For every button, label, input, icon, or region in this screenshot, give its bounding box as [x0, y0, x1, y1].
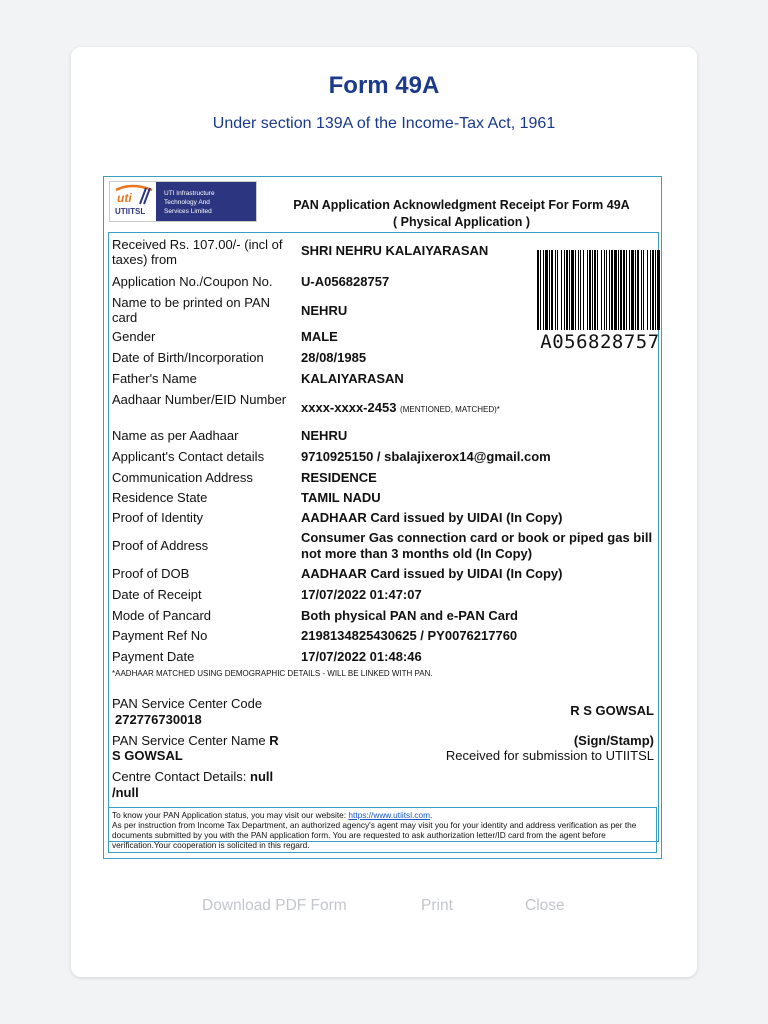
document-card	[71, 47, 697, 977]
detail-label: Proof of Identity	[112, 510, 204, 525]
detail-value: 17/07/2022 01:47:07	[301, 587, 422, 602]
barcode-bar	[604, 250, 605, 330]
barcode-bar	[623, 250, 625, 330]
barcode-bar	[571, 250, 574, 330]
detail-label: Name to be printed on PAN card	[112, 295, 271, 325]
barcode-bar	[629, 250, 630, 330]
barcode-bar	[647, 250, 648, 330]
barcode-bar	[601, 250, 602, 330]
barcode-bar	[618, 250, 619, 330]
detail-label: Name as per Aadhaar	[112, 428, 239, 443]
barcode-bar	[543, 250, 544, 330]
detail-value: KALAIYARASAN	[301, 371, 404, 386]
barcode-bar	[578, 250, 579, 330]
center-contact-value: null	[250, 769, 274, 784]
barcode-bar	[594, 250, 596, 330]
detail-value: 17/07/2022 01:48:46	[301, 649, 422, 664]
barcode-bar	[589, 250, 591, 330]
barcode-bar	[606, 250, 607, 330]
barcode-bar	[587, 250, 588, 330]
barcode-bar	[575, 250, 576, 330]
detail-value: Consumer Gas connection card or book or piped gas bill not more than 3 months old (In Copy)	[301, 530, 653, 561]
barcode-bar	[626, 250, 627, 330]
center-code-value: 272776730018	[115, 712, 202, 727]
detail-label: Date of Receipt	[112, 587, 202, 602]
barcode-bar	[657, 250, 660, 330]
aadhaar-note: *AADHAAR MATCHED USING DEMOGRAPHIC DETAILS - WILL BE LINKED WITH PAN.	[112, 669, 433, 678]
center-name-label: PAN Service Center Name	[112, 733, 266, 748]
detail-label: Date of Birth/Incorporation	[112, 350, 264, 365]
barcode-bar	[609, 250, 610, 330]
detail-value: MALE	[301, 329, 338, 344]
barcode-bar	[555, 250, 556, 330]
utiitsl-logo	[109, 181, 257, 222]
print-button[interactable]: Print	[421, 897, 453, 914]
logo-org-name: UTI Infrastructure Technology And Services Limited	[156, 182, 256, 221]
detail-label: Gender	[112, 329, 156, 344]
barcode-bar	[580, 250, 581, 330]
utiitsl-website-link[interactable]: https://www.utiitsl.com	[348, 810, 431, 820]
barcode-bar	[540, 250, 541, 330]
center-name-value: R	[269, 733, 279, 748]
barcode-bar	[641, 250, 642, 330]
barcode-bar	[537, 250, 539, 330]
barcode-bar	[655, 250, 656, 330]
barcode-bar	[652, 250, 654, 330]
detail-value: Both physical PAN and e-PAN Card	[301, 608, 518, 623]
status-info-box: To know your PAN Application status, you may visit our website: https://www.utiitsl.com. As per instruction from Income Tax Department, an authorized agency's agent may visit you for your identity and address verification as per the documents submitted by you with the PAN application form. You are requested to ask authorization letter/ID card from the agent before verification.Your cooperation is solicited in this regard.	[108, 807, 657, 853]
detail-label: Communication Address	[112, 470, 253, 485]
barcode-bar	[643, 250, 644, 330]
aadhaar-match-note: (MENTIONED, MATCHED)*	[400, 405, 500, 414]
detail-label: Received Rs. 107.00/- (incl of taxes) from	[112, 237, 283, 267]
detail-label: Application No./Coupon No.	[112, 274, 273, 289]
detail-value: 28/08/1985	[301, 350, 367, 365]
barcode	[536, 250, 662, 330]
download-pdf-button[interactable]: Download PDF Form	[202, 897, 347, 914]
detail-value: NEHRU	[301, 303, 348, 318]
barcode-bar	[650, 250, 651, 330]
detail-label: Aadhaar Number/EID Number	[112, 392, 287, 407]
barcode-number: A056828757	[540, 331, 660, 353]
barcode-bar	[545, 250, 548, 330]
barcode-bar	[564, 250, 565, 330]
barcode-bar	[614, 250, 617, 330]
detail-label: Residence State	[112, 490, 208, 505]
signatory-name: R S GOWSAL	[570, 703, 654, 718]
sign-stamp: (Sign/Stamp)	[573, 733, 654, 748]
barcode-bar	[549, 250, 550, 330]
detail-value: SHRI NEHRU KALAIYARASAN	[301, 243, 489, 258]
barcode-bar	[583, 250, 584, 330]
detail-label: Proof of DOB	[112, 566, 190, 581]
detail-value: TAMIL NADU	[301, 490, 381, 505]
receipt-details: Received Rs. 107.00/- (incl of taxes) from SHRI NEHRU KALAIYARASAN Application No./Coupon No. U-A056828757 Name to be printed on PAN card NEHRU Gender MALE Date of Birth/Incorporation 28/08/1985 Father's Name KALAIYARASAN Aadhaar Number/EID Number xxxx-xxxx-2453 (MENTIONED, MATCHED)* Name as per Aadhaar NEHRU Applicant's Contact details 9710925150 / sbalajixerox14@gmail.com Communication Address RESIDENCE Residence State TAMIL NADU Proof of Identity AADHAAR Card issued by UIDAI (In Copy) Proof of Address Consumer Gas connection card or book or piped gas bill not more than 3 months old (In Copy) Proof of DOB AADHAAR Card issued by UIDAI (In Copy) Date of Receipt 17/07/2022 01:47:07 Mode of Pancard Both physical PAN and e-PAN Card Payment Ref No 2198134825430625 / PY0076217760 Payment Date 17/07/2022 01:48:46 A056828757 *AADHAAR MATCHED USING DEMOGRAPHIC DETAILS - WILL BE LINKED WITH PAN. PAN Service Center Code 272776730018 R S GOWSAL PAN Service Center Name R S GOWSAL (Sign/Stamp) Received for submission to UTIITSL Centre Contact Details: null /null	[108, 232, 659, 842]
barcode-bar	[637, 250, 639, 330]
received-for-submission: Received for submission to UTIITSL	[445, 748, 654, 763]
detail-value: NEHRU	[301, 428, 348, 443]
barcode-bar	[557, 250, 558, 330]
barcode-bar	[631, 250, 634, 330]
barcode-bar	[635, 250, 636, 330]
detail-label: Applicant's Contact details	[112, 449, 265, 464]
barcode-bar	[561, 250, 562, 330]
form-title: Form 49A	[328, 72, 440, 99]
detail-label: Father's Name	[112, 371, 197, 386]
barcode-bar	[592, 250, 593, 330]
detail-label: Payment Date	[112, 649, 195, 664]
close-button[interactable]: Close	[525, 897, 565, 914]
detail-value: AADHAAR Card issued by UIDAI (In Copy)	[301, 510, 563, 525]
detail-value: xxxx-xxxx-2453 (MENTIONED, MATCHED)*	[301, 400, 500, 415]
center-contact-label: Centre Contact Details:	[112, 769, 247, 784]
barcode-bar	[566, 250, 568, 330]
detail-label: Mode of Pancard	[112, 608, 212, 623]
barcode-bar	[611, 250, 613, 330]
acknowledgment-receipt	[103, 176, 662, 859]
receipt-heading: PAN Application Acknowledgment Receipt For Form 49A ( Physical Application )	[293, 198, 630, 229]
detail-value: 9710925150 / sbalajixerox14@gmail.com	[301, 449, 551, 464]
detail-value: U-A056828757	[301, 274, 390, 289]
barcode-bar	[597, 250, 598, 330]
detail-label: Proof of Address	[112, 538, 209, 553]
uti-logo-icon	[112, 184, 154, 218]
center-code-label: PAN Service Center Code	[112, 696, 263, 711]
svg-text:uti: uti	[117, 191, 132, 205]
detail-label: Payment Ref No	[112, 628, 208, 643]
barcode-bar	[620, 250, 622, 330]
svg-text:UTIITSL: UTIITSL	[115, 207, 146, 216]
detail-value: AADHAAR Card issued by UIDAI (In Copy)	[301, 566, 563, 581]
detail-value: RESIDENCE	[301, 470, 377, 485]
form-subtitle: Under section 139A of the Income-Tax Act, 1961	[212, 115, 556, 132]
barcode-bar	[569, 250, 570, 330]
barcode-bar	[551, 250, 553, 330]
detail-value: 2198134825430625 / PY0076217760	[301, 628, 518, 643]
